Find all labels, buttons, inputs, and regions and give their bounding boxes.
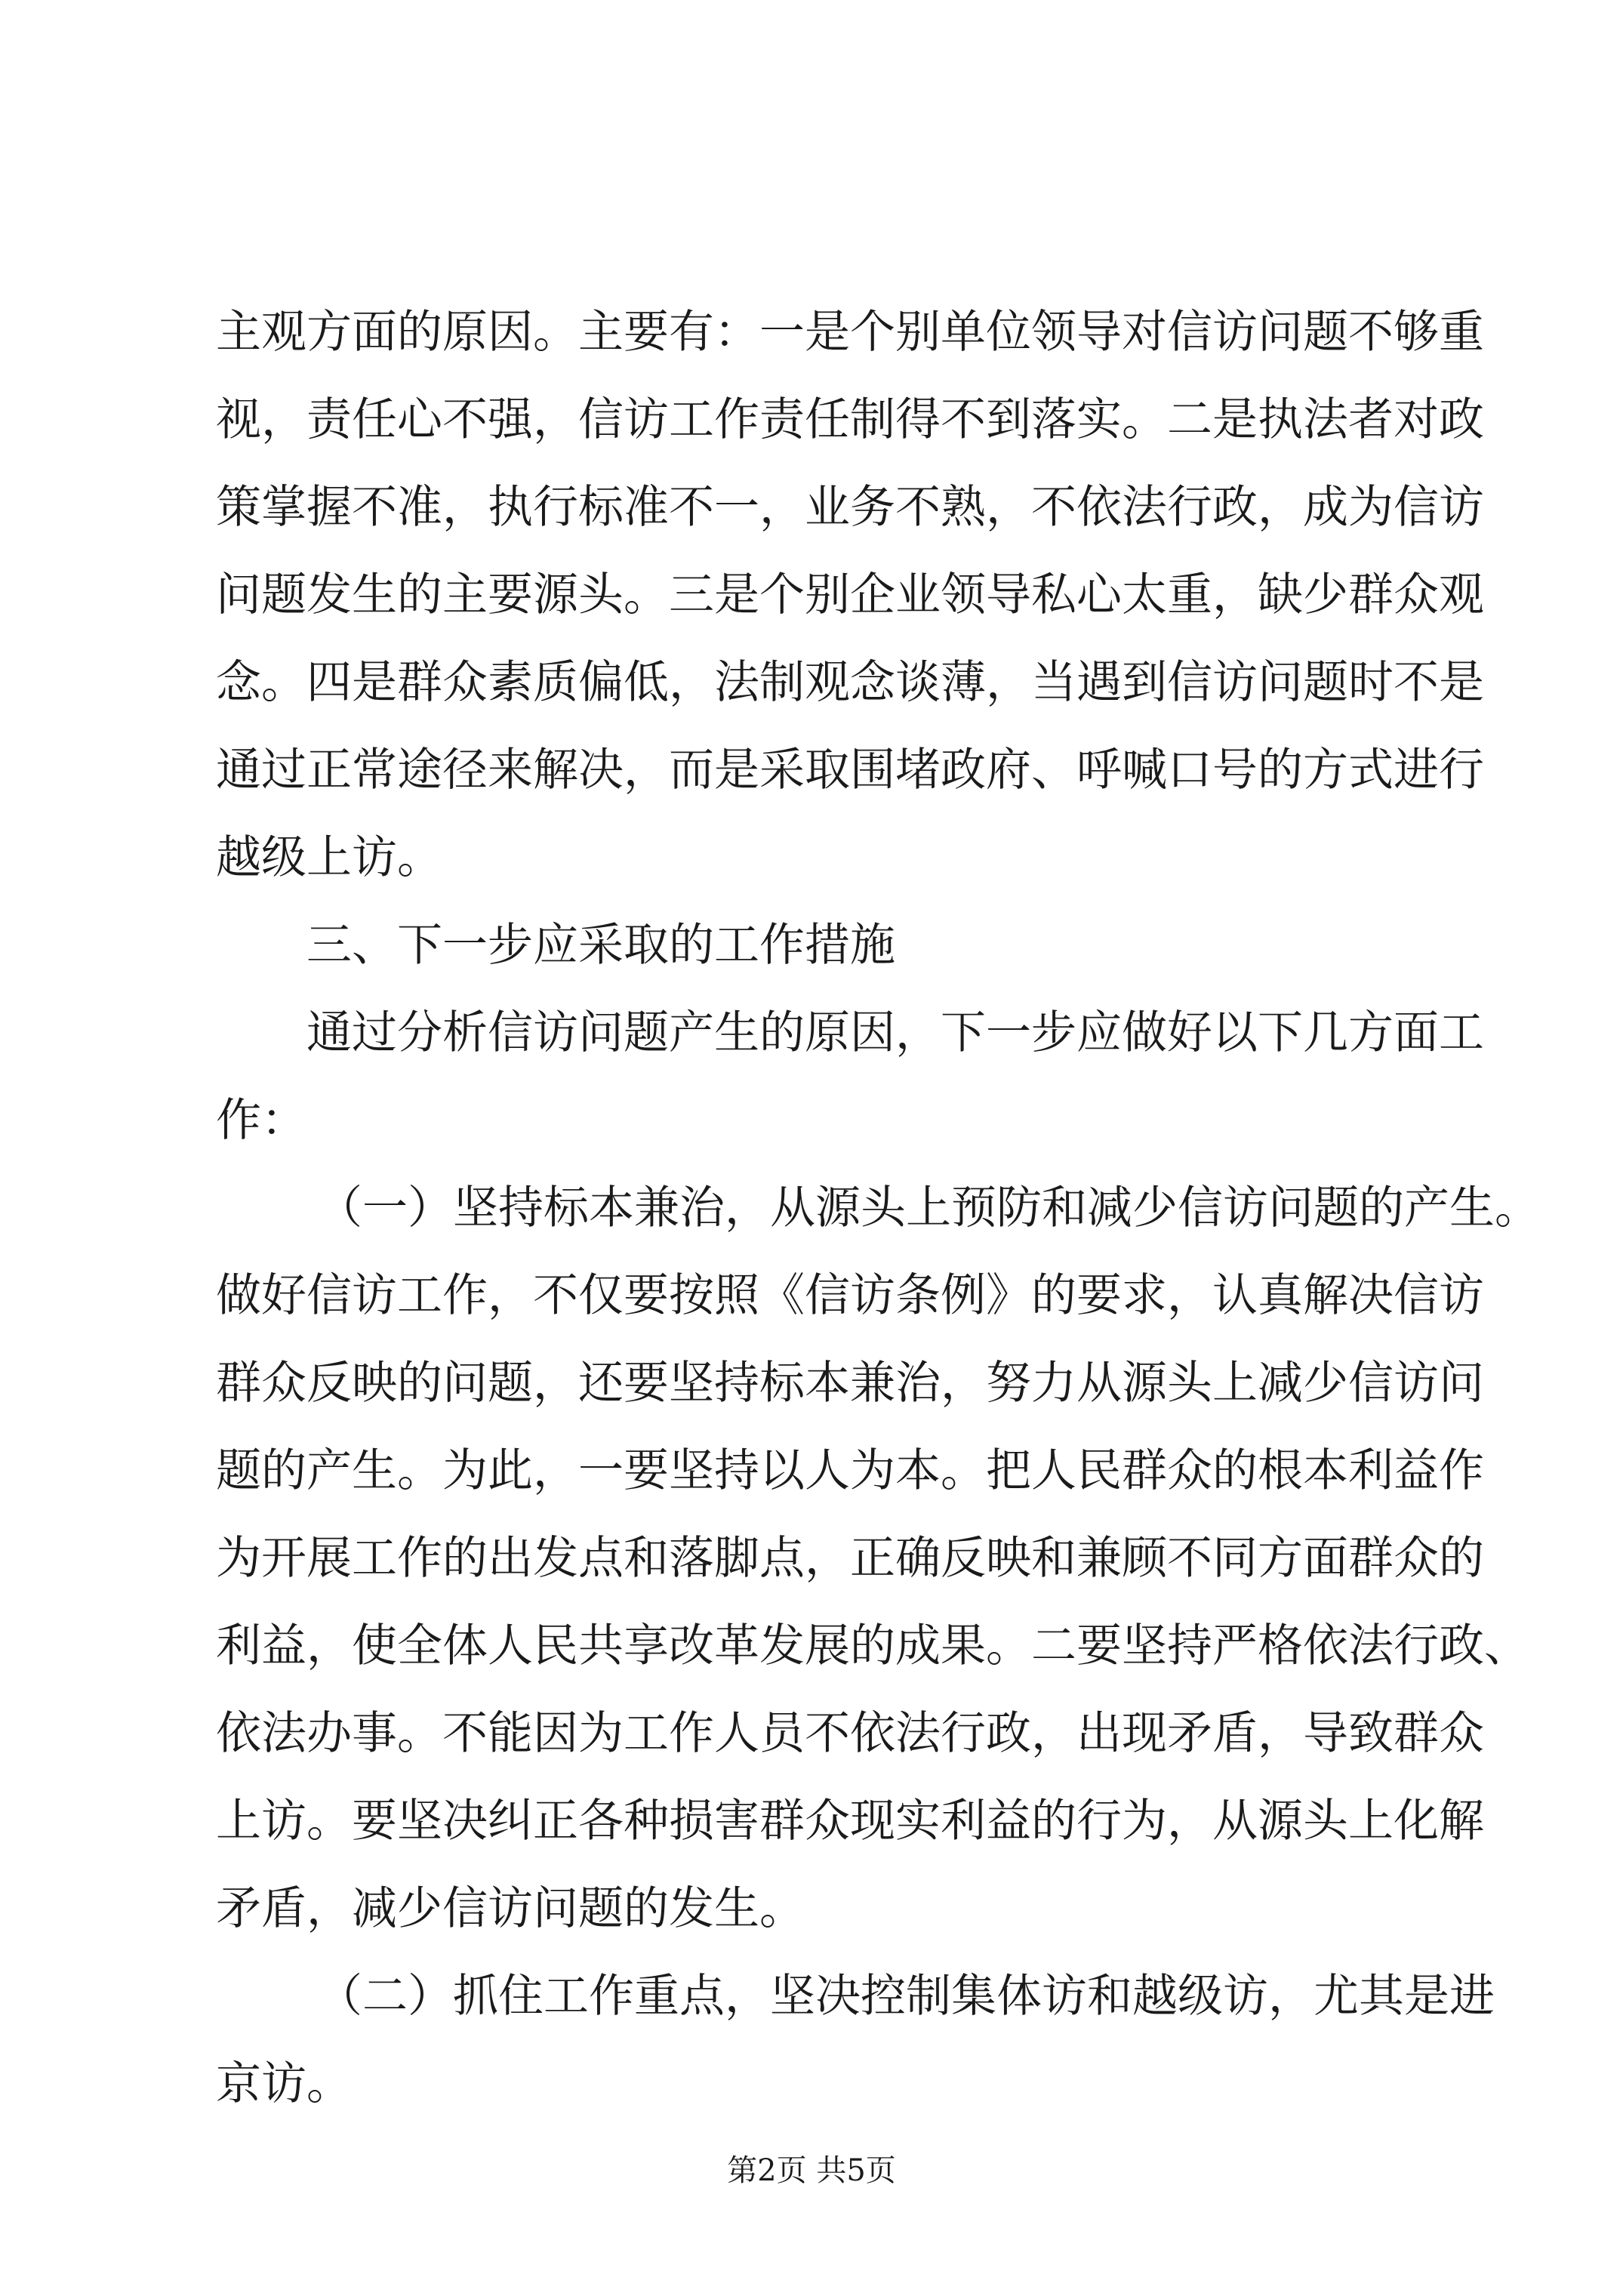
body-text-line: 念。四是群众素质偏低，法制观念谈薄，当遇到信访问题时不是 [216, 656, 1484, 709]
body-text-line: 越级上访。 [216, 831, 442, 884]
body-text-line: 利益，使全体人民共享改革发展的成果。二要坚持严格依法行政、 [216, 1620, 1529, 1672]
body-text-line: 题的产生。为此，一要坚持以人为本。把人民群众的根本利益作 [216, 1444, 1484, 1497]
body-text-line: 京访。 [216, 2057, 352, 2110]
body-text-line: 为开展工作的出发点和落脚点，正确反映和兼顾不同方面群众的 [216, 1532, 1484, 1585]
body-text-line: 策掌握不准，执行标准不一，业务不熟，不依法行政，成为信访 [216, 481, 1484, 534]
page-footer: 第2页 共5页 [727, 2153, 896, 2188]
body-text-line: 通过分析信访问题产生的原因，下一步应做好以下几方面工 [306, 1006, 1484, 1059]
body-text-line: 做好信访工作，不仅要按照《信访条例》的要求，认真解决信访 [216, 1269, 1484, 1322]
body-text-line: 通过正常途径来解决，而是采取围堵政府、呼喊口号的方式进行 [216, 744, 1484, 797]
body-text-line: 依法办事。不能因为工作人员不依法行政，出现矛盾，导致群众 [216, 1707, 1484, 1760]
body-text-line: 问题发生的主要源头。三是个别企业领导私心太重，缺少群众观 [216, 569, 1484, 621]
section-heading: 三、下一步应采取的工作措施 [306, 919, 895, 972]
body-text-line: 群众反映的问题，还要坚持标本兼治，努力从源头上减少信访问 [216, 1357, 1484, 1410]
subsection-heading: （二）抓住工作重点，坚决控制集体访和越级访，尤其是进 [317, 1970, 1495, 2023]
body-text-line: 主观方面的原因。主要有：一是个别单位领导对信访问题不够重 [216, 306, 1484, 359]
body-text-line: 上访。要坚决纠正各种损害群众现实利益的行为，从源头上化解 [216, 1795, 1484, 1848]
body-text-line: 矛盾，减少信访问题的发生。 [216, 1882, 805, 1935]
subsection-heading: （一）坚持标本兼治，从源头上预防和减少信访问题的产生。 [317, 1182, 1540, 1234]
body-text-line: 作： [216, 1094, 306, 1147]
body-text-line: 视，责任心不强，信访工作责任制得不到落实。二是执法者对政 [216, 393, 1484, 446]
